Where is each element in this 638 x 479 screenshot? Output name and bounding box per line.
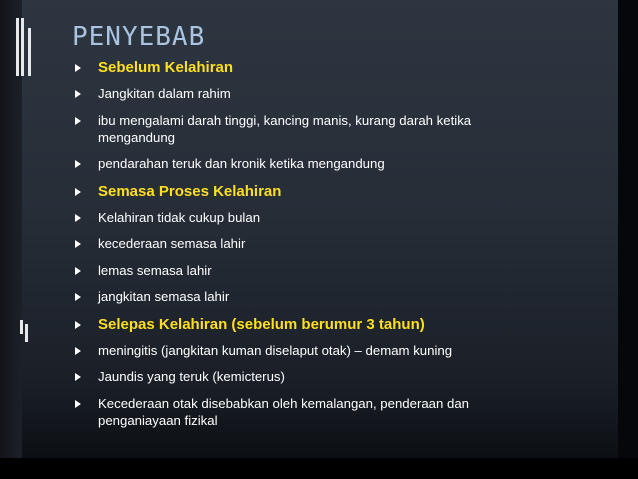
bullet-item (72, 262, 542, 279)
bullet-item (72, 112, 542, 146)
bullet-text: Kelahiran tidak cukup bulan (98, 209, 261, 225)
triangle-bullet-icon (75, 90, 81, 98)
bullet-text: kecederaan semasa lahir (98, 236, 246, 251)
triangle-bullet-icon (75, 373, 81, 381)
bullet-text: Semasa Proses Kelahiran (98, 182, 282, 200)
triangle-bullet-icon (75, 160, 81, 168)
section-heading (72, 315, 542, 334)
bullet-text: jangkitan semasa lahir (98, 289, 230, 304)
bullet-list (72, 58, 542, 438)
bullet-text: Kecederaan otak disebabkan oleh kemalangan, penderaan dan penganiayaan fizikal (98, 395, 470, 428)
triangle-bullet-icon (75, 188, 81, 196)
bullet-text: lemas semasa lahir (98, 262, 212, 278)
bottom-decorative-band (0, 458, 638, 479)
bullet-text: Sebelum Kelahiran (98, 59, 234, 76)
right-decorative-band (618, 0, 638, 479)
bullet-text: pendarahan teruk dan kronik ketika mengandung (98, 156, 385, 171)
triangle-bullet-icon (75, 117, 81, 125)
triangle-bullet-icon (75, 347, 81, 355)
triangle-bullet-icon (75, 293, 81, 301)
triangle-bullet-icon (75, 240, 81, 248)
bullet-text: Jangkitan dalam rahim (98, 86, 231, 101)
bullet-item (72, 342, 542, 359)
bullet-item (72, 85, 542, 102)
slide-title: PENYEBAB (72, 22, 206, 52)
bullet-item (72, 368, 542, 385)
bullet-item (72, 288, 542, 305)
triangle-bullet-icon (75, 64, 81, 72)
bullet-item (72, 155, 542, 172)
triangle-bullet-icon (75, 267, 81, 275)
bullet-text: ibu mengalami darah tinggi, kancing manis, kurang darah ketika mengandung (98, 112, 472, 145)
section-heading (72, 58, 542, 77)
bullet-text: Jaundis yang teruk (kemicterus) (98, 369, 285, 384)
bullet-item (72, 235, 542, 252)
triangle-bullet-icon (75, 214, 81, 222)
triangle-bullet-icon (75, 400, 81, 408)
bullet-item (72, 209, 542, 226)
bullet-text: Selepas Kelahiran (sebelum berumur 3 tahun) (98, 315, 425, 333)
triangle-bullet-icon (75, 321, 81, 329)
bullet-item (72, 395, 542, 429)
section-heading (72, 182, 542, 201)
bullet-text: meningitis (jangkitan kuman diselaput otak) – demam kuning (98, 342, 453, 358)
